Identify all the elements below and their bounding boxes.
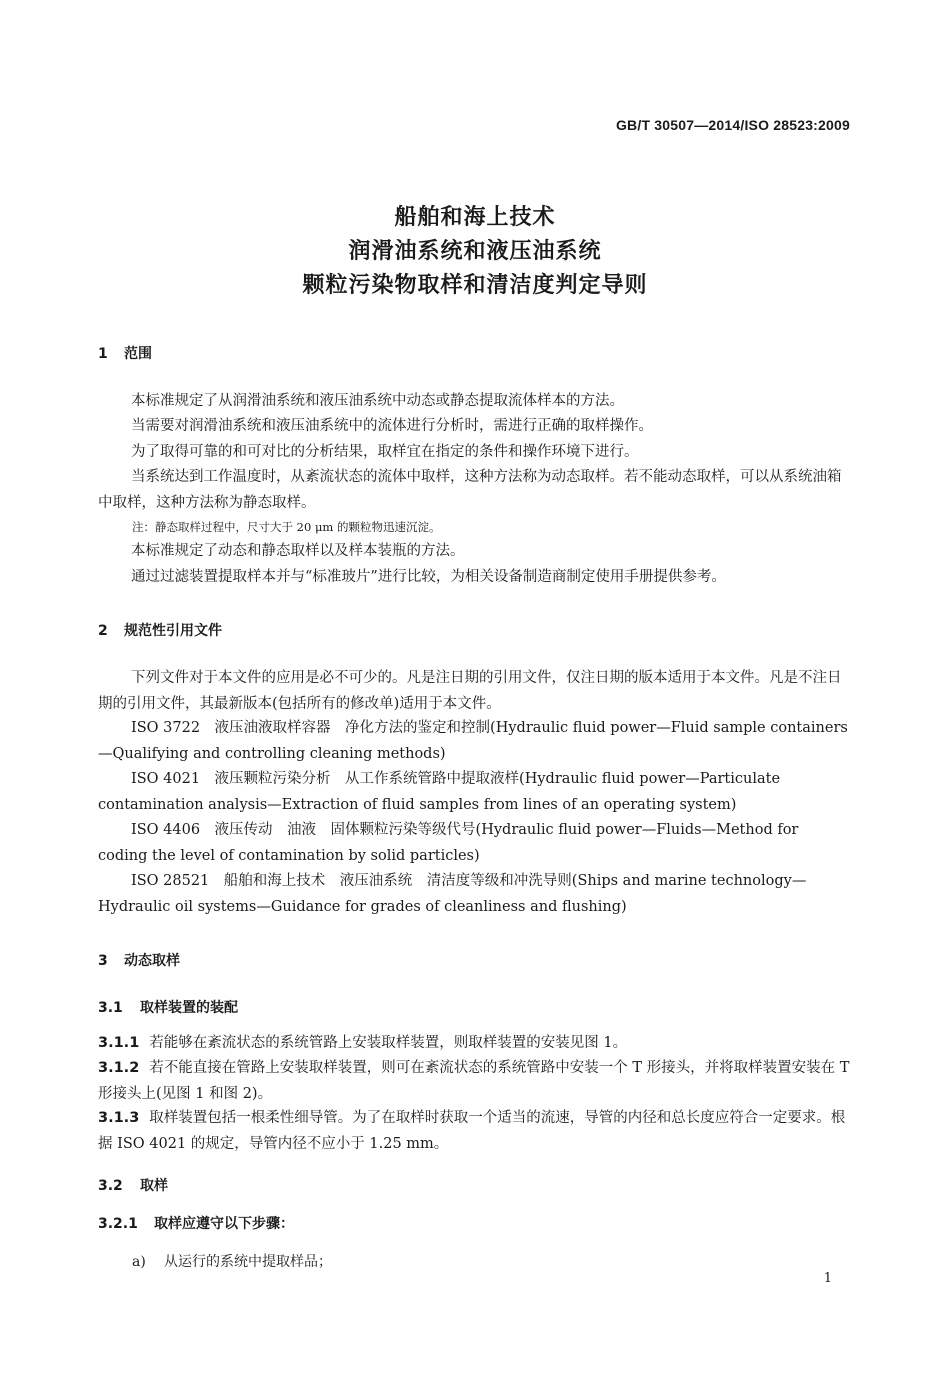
list-item-a (132, 1251, 332, 1271)
sec1-note: 注：静态取样过程中，尺寸大于 20 μm 的颗粒物迅速沉淀。 (132, 520, 441, 534)
clause-3-1-3 (98, 1106, 850, 1157)
sec1-para-2: 当需要对润滑油系统和液压油系统中的流体进行分析时，需进行正确的取样操作。 (131, 418, 653, 434)
list-text: 从运行的系统中提取样品； (164, 1254, 332, 1270)
subsection-3-2-heading (98, 1175, 168, 1195)
title-line-2: 润滑油系统和液压油系统 (348, 239, 602, 264)
subsection-3-1-heading (98, 997, 238, 1017)
title-line-3: 颗粒污染物取样和清洁度判定导则 (302, 273, 648, 298)
section-number: 2 (98, 623, 108, 639)
sec1-para-3: 为了取得可靠的和可对比的分析结果，取样宜在指定的条件和操作环境下进行。 (131, 444, 639, 460)
section-number: 3 (98, 953, 108, 969)
list-label: a) (132, 1254, 146, 1270)
sec1-para-1: 本标准规定了从润滑油系统和液压油系统中动态或静态提取流体样本的方法。 (131, 393, 624, 409)
section-number: 1 (98, 346, 108, 362)
sec1-para-5: 本标准规定了动态和静态取样以及样本装瓶的方法。 (131, 543, 465, 559)
section-1-heading (98, 343, 152, 363)
clause-text: 若能够在紊流状态的系统管路上安装取样装置，则取样装置的安装见图 1。 (149, 1035, 628, 1051)
section-2-heading (98, 620, 222, 640)
subsection-title: 取样 (140, 1178, 168, 1194)
sec1-para-4: 当系统达到工作温度时，从紊流状态的流体中取样，这种方法称为动态取样。若不能动态取样，可以从系统油箱中取样，这种方法称为静态取样。 (98, 469, 842, 511)
clause-number: 3.1.1 (98, 1035, 140, 1051)
clause-3-1-2 (98, 1056, 850, 1107)
subsection-number: 3.2 (98, 1178, 123, 1194)
page-number: 1 (823, 1271, 832, 1286)
section-title: 规范性引用文件 (124, 623, 222, 639)
sec1-para-6: 通过过滤装置提取样本并与“标准玻片”进行比较，为相关设备制造商制定使用手册提供参考。 (131, 569, 726, 585)
section-title: 范围 (124, 346, 152, 362)
sec2-para-1: 下列文件对于本文件的应用是必不可少的。凡是注日期的引用文件，仅注日期的版本适用于本文件。凡是不注日期的引用文件，其最新版本(包括所有的修改单)适用于本文件。 (98, 670, 842, 712)
section-title: 动态取样 (124, 953, 180, 969)
standard-code: GB/T 30507—2014/ISO 28523:2009 (615, 117, 850, 133)
clause-title: 取样应遵守以下步骤： (154, 1216, 294, 1232)
sec2-ref-3: ISO 4406 液压传动 油液 固体颗粒污染等级代号(Hydraulic fluid power—Fluids—Method for coding the level of contamination by solid particles) (98, 822, 799, 864)
clause-number: 3.1.3 (98, 1110, 140, 1126)
clause-text: 取样装置包括一根柔性细导管。为了在取样时获取一个适当的流速，导管的内径和总长度应符合一定要求。根据 ISO 4021 的规定，导管内径不应小于 1.25 mm。 (98, 1110, 846, 1152)
clause-number: 3.1.2 (98, 1060, 140, 1076)
subsection-title: 取样装置的装配 (140, 1000, 238, 1016)
sec2-ref-1: ISO 3722 液压油液取样容器 净化方法的鉴定和控制(Hydraulic fluid power—Fluid sample containers—Qualifying and controlling cleaning methods) (98, 720, 848, 762)
subsection-number: 3.1 (98, 1000, 123, 1016)
title-line-1: 船舶和海上技术 (394, 205, 556, 230)
sec2-ref-4: ISO 28521 船舶和海上技术 液压油系统 清洁度等级和冲洗导则(Ships and marine technology—Hydraulic oil systems—Guidance for grades of cleanliness and flushing) (98, 873, 807, 915)
clause-3-1-1 (98, 1031, 850, 1057)
sec2-ref-2: ISO 4021 液压颗粒污染分析 从工作系统管路中提取液样(Hydraulic fluid power—Particulate contamination analysis—Extraction of fluid samples from lines of an operating system) (98, 771, 781, 813)
clause-3-2-1-heading (98, 1213, 294, 1233)
clause-number: 3.2.1 (98, 1216, 138, 1232)
section-3-heading (98, 950, 180, 970)
clause-text: 若不能直接在管路上安装取样装置，则可在紊流状态的系统管路中安装一个 T 形接头，并将取样装置安装在 T 形接头上(见图 1 和图 2)。 (98, 1060, 850, 1102)
